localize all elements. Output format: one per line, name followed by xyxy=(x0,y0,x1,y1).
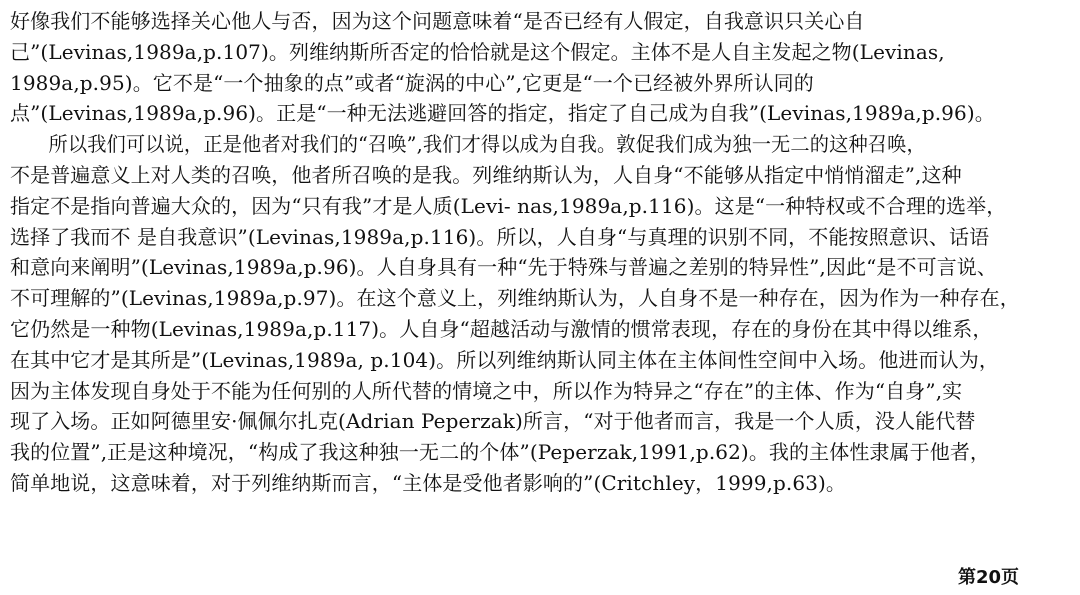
text-line: 现了入场。正如阿德里安·佩佩尔扎克(Adrian Peperzak)所言，“对于他者而言，我是一个人质，没人能代替 xyxy=(10,409,976,434)
body-text xyxy=(10,6,1076,499)
text-line: 我的位置”,正是这种境况，“构成了我这种独一无二的个体”(Peperzak,1991,p.62)。我的主体性隶属于他者， xyxy=(10,440,991,465)
text-line: 点”(Levinas,1989a,p.96)。正是“一种无法逃避回答的指定，指定了自己成为自我”(Levinas,1989a,p.96)。 xyxy=(10,101,995,126)
text-line: 它仍然是一种物(Levinas,1989a,p.117)。人自身“超越活动与激情的惯常表现，存在的身份在其中得以维系， xyxy=(10,316,993,341)
text-line: 指定不是指向普遍大众的，因为“只有我”才是人质(Levi- nas,1989a,p.116)。这是“一种特权或不合理的选举， xyxy=(10,193,1007,218)
text-line: 不可理解的”(Levinas,1989a,p.97)。在这个意义上，列维纳斯认为，人自身不是一种存在，因为作为一种存在， xyxy=(10,286,1020,311)
text-line: 己”(Levinas,1989a,p.107)。列维纳斯所否定的恰恰就是这个假定。主体不是人自主发起之物(Levinas, xyxy=(10,39,945,64)
text-line: 简单地说，这意味着，对于列维纳斯而言，“主体是受他者影响的”(Critchley，1999,p.63)。 xyxy=(10,470,847,495)
text-line: 不是普遍意义上对人类的召唤，他者所召唤的是我。列维纳斯认为，人自身“不能够从指定中悄悄溜走”,这种 xyxy=(10,162,962,187)
text-line: 选择了我而不 是自我意识”(Levinas,1989a,p.116)。所以，人自身“与真理的识别不同，不能按照意识、话语 xyxy=(10,224,990,249)
text-line: 和意向来阐明”(Levinas,1989a,p.96)。人自身具有一种“先于特殊与普遍之差别的特异性”,因此“是不可言说、 xyxy=(10,255,997,280)
text-line: 1989a,p.95)。它不是“一个抽象的点”或者“旋涡的中心”,它更是“一个已经被外界所认同的 xyxy=(10,70,814,95)
page-number: 第20页 xyxy=(958,567,1020,588)
text-line: 在其中它才是其所是”(Levinas,1989a, p.104)。所以列维纳斯认同主体在主体间性空间中入场。他进而认为， xyxy=(10,347,999,372)
text-line: 所以我们可以说，正是他者对我们的“召唤”,我们才得以成为自我。敦促我们成为独一无二的这种召唤， xyxy=(48,132,926,157)
text-line: 因为主体发现自身处于不能为任何别的人所代替的情境之中，所以作为特异之“存在”的主体、作为“自身”,实 xyxy=(10,378,963,403)
text-line: 好像我们不能够选择关心他人与否，因为这个问题意味着“是否已经有人假定，自我意识只关心自 xyxy=(10,9,865,33)
